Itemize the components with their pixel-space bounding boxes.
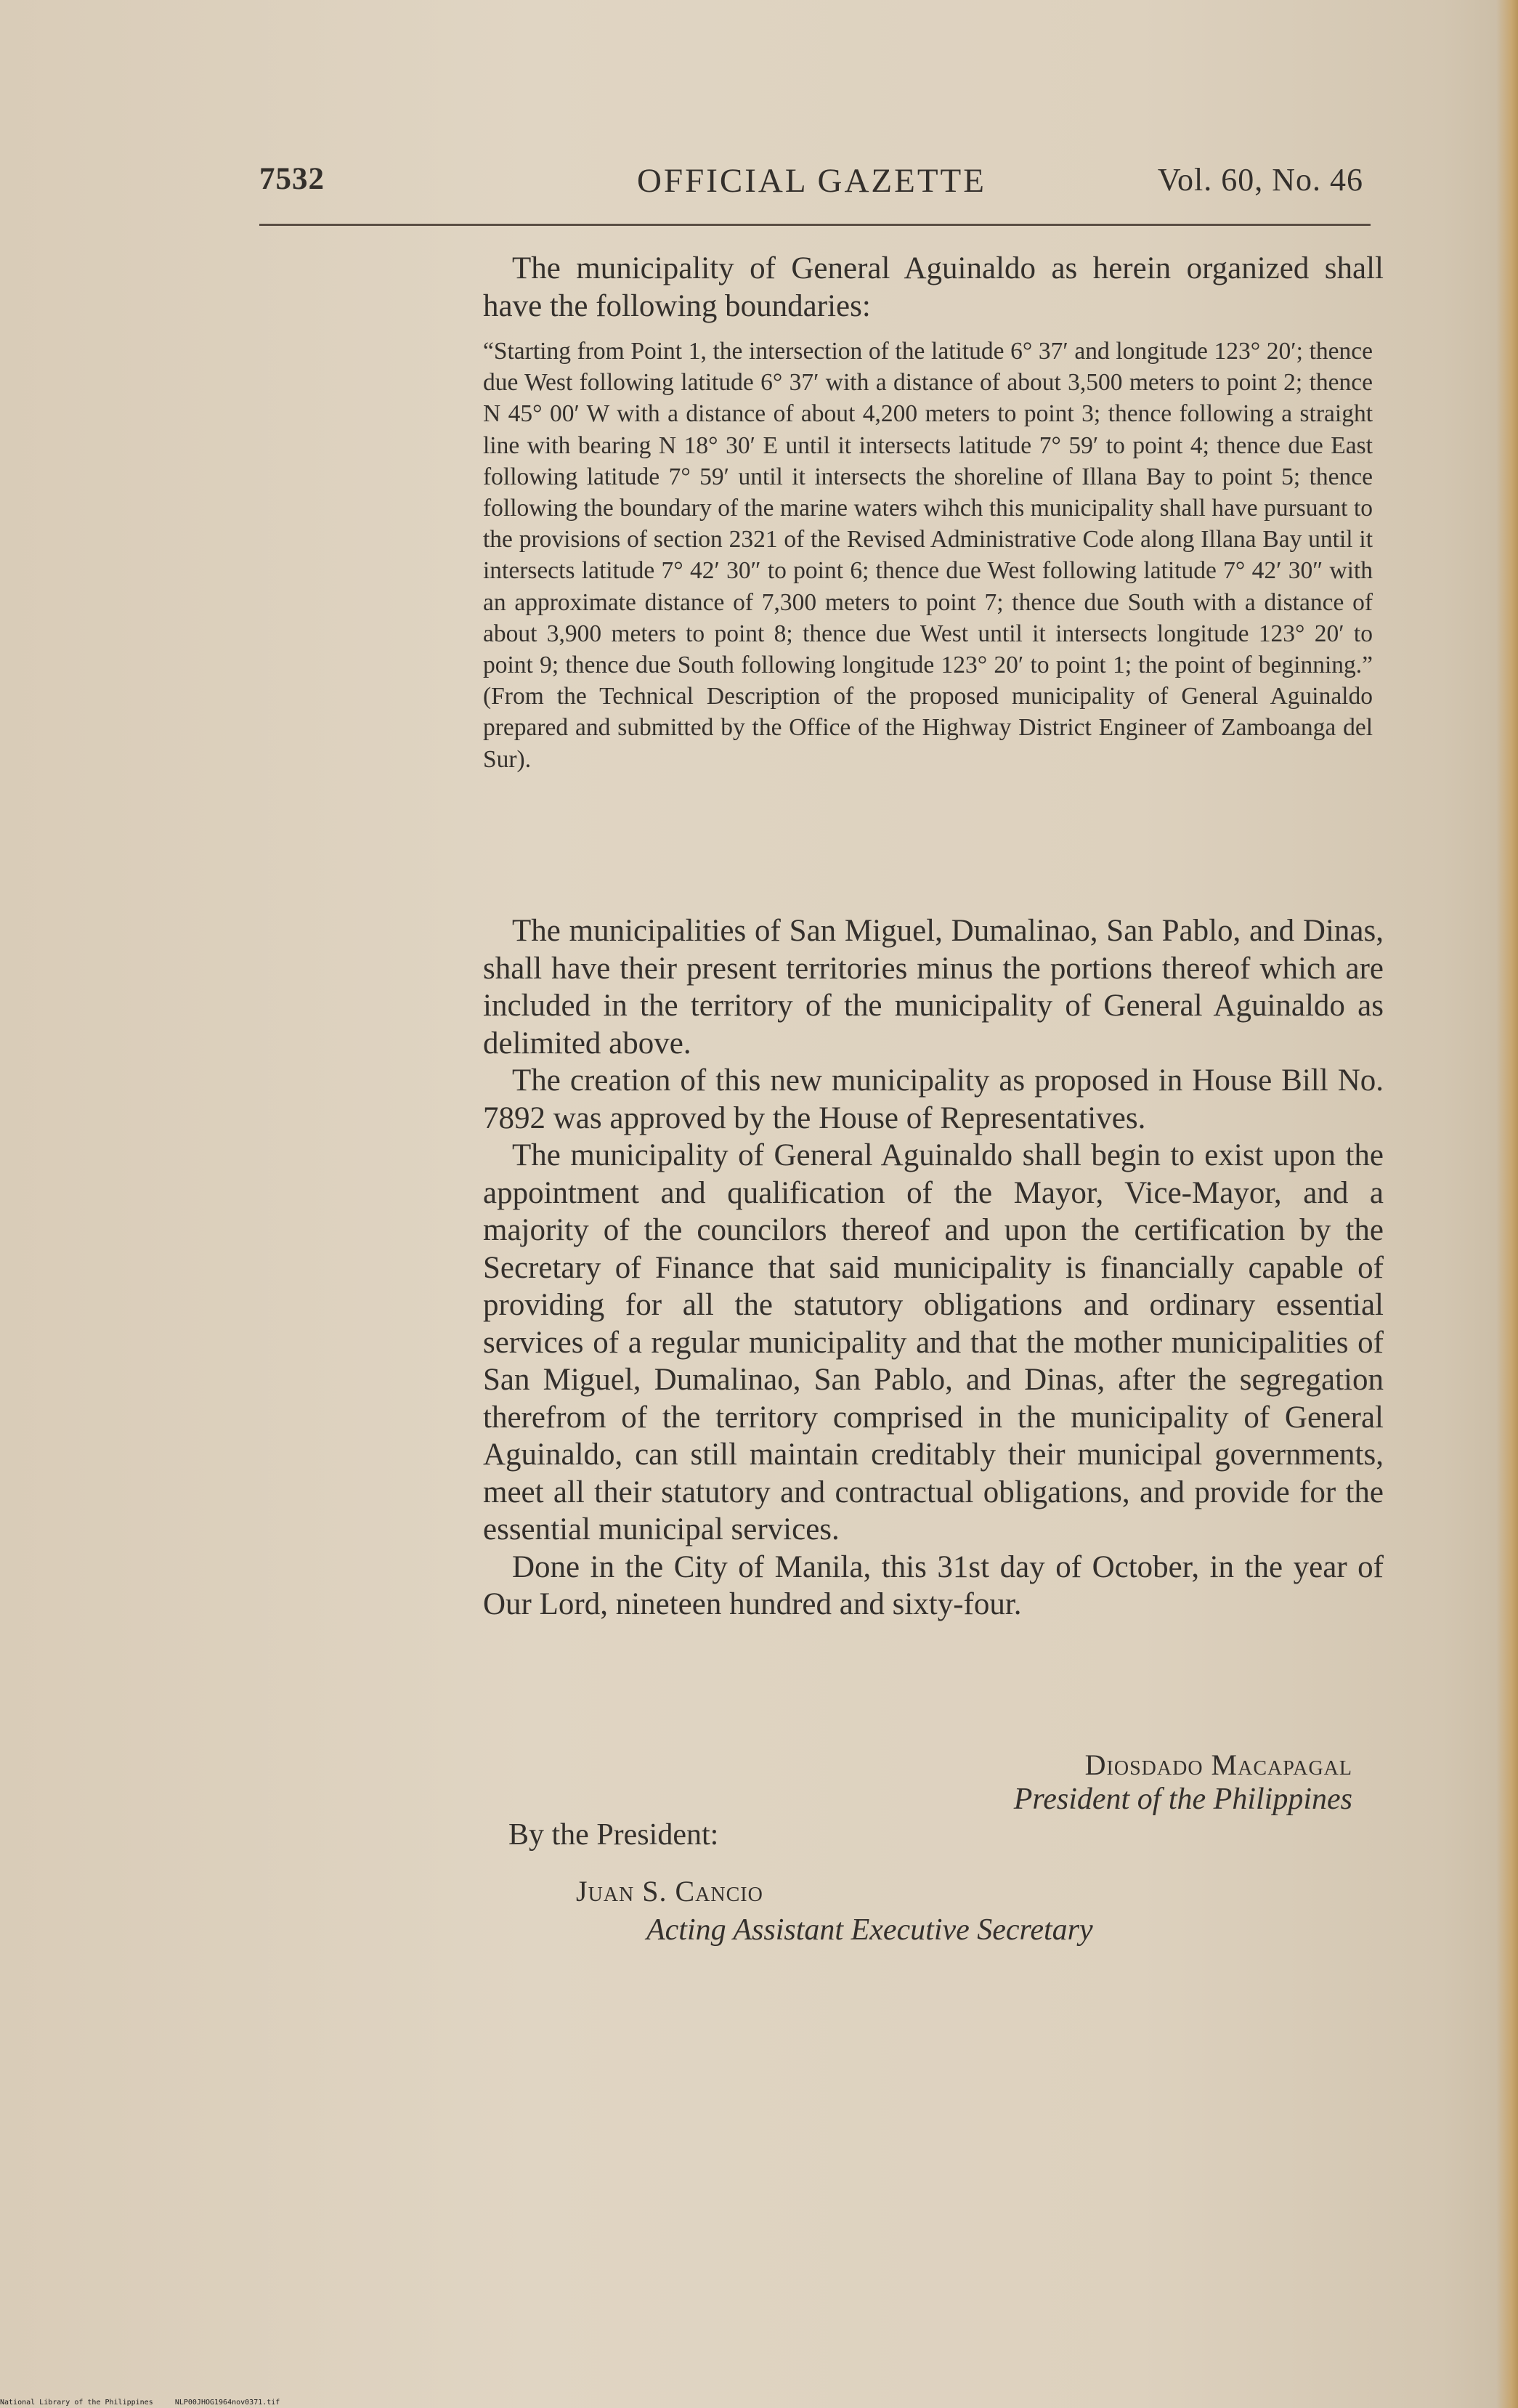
- countersignature: [576, 1874, 1093, 1947]
- president-title: President of the Philippines: [1013, 1783, 1352, 1816]
- volume-issue: Vol. 60, No. 46: [1157, 162, 1363, 198]
- by-the-president: By the President:: [508, 1818, 719, 1852]
- intro-block: [483, 250, 1384, 325]
- footer-file: NLP00JHOG1964nov0371.tif: [174, 2399, 280, 2407]
- paragraph-territories: The municipalities of San Miguel, Dumalinao, San Pablo, and Dinas, shall have their present territories minus the portions thereof which are included in the territory of the municipality of General Aguinaldo as delimited above.: [483, 914, 1384, 1061]
- paragraph-house-bill: The creation of this new municipality as proposed in House Bill No. 7892 was approved by the House of Representatives.: [483, 1063, 1384, 1135]
- header-rule: [259, 224, 1371, 226]
- running-header: [259, 161, 1363, 205]
- paragraph-done: Done in the City of Manila, this 31st day of October, in the year of Our Lord, nineteen hundred and sixty-four.: [483, 1549, 1384, 1621]
- page-number: 7532: [259, 162, 325, 196]
- body-paragraphs: [483, 912, 1384, 1623]
- page-edge: [1496, 0, 1518, 2408]
- secretary-title: Acting Assistant Executive Secretary: [646, 1913, 1093, 1947]
- president-name: Diosdado Macapagal: [1084, 1748, 1352, 1781]
- publication-title: OFFICIAL GAZETTE: [637, 162, 986, 200]
- intro-paragraph: The municipality of General Aguinaldo as herein organized shall have the following boundaries:: [483, 251, 1384, 323]
- secretary-name: Juan S. Cancio: [576, 1875, 763, 1908]
- boundaries-quote: “Starting from Point 1, the intersection of the latitude 6° 37′ and longitude 123° 20′; thence due West following latitude 6° 37′ with a distance of about 3,500 meters to point 2; thence N 45° 00′ W with a distance of about 4,200 meters to point 3; thence following a straight line with bearing N 18° 30′ E until it intersects latitude 7° 59′ to point 4; thence due East following latitude 7° 59′ until it intersects the shoreline of Illana Bay to point 5; thence following the boundary of the marine waters wihch this municipality shall have pursuant to the provisions of section 2321 of the Revised Administrative Code along Illana Bay until it intersects latitude 7° 42′ 30″ to point 6; thence due West following latitude 7° 42′ 30″ with an approximate distance of 7,300 meters to point 7; thence due South with a distance of about 3,900 meters to point 8; thence due West until it intersects longitude 123° 20′ to point 9; thence due South following longitude 123° 20′ to point 1; the point of beginning.” (From the Technical Description of the proposed municipality of General Aguinaldo prepared and submitted by the Office of the Highway District Engineer of Zamboanga del Sur).: [483, 338, 1373, 773]
- paragraph-existence: The municipality of General Aguinaldo shall begin to exist upon the appointment and qualification of the Mayor, Vice-Mayor, and a majority of the councilors thereof and upon the certification by the Secretary of Finance that said municipality is financially capable of providing for all the statutory obligations and ordinary essential services of a regular municipality and that the mother municipalities of San Miguel, Dumalinao, San Pablo, and Dinas, after the segregation therefrom of the territory comprised in the municipality of General Aguinaldo, can still maintain creditably their municipal governments, meet all their statutory and contractual obligations, and provide for the essential municipal services.: [483, 1138, 1384, 1546]
- scan-footer: [0, 2399, 280, 2407]
- footer-source: National Library of the Philippines: [0, 2399, 153, 2407]
- president-signature: [1014, 1748, 1352, 1817]
